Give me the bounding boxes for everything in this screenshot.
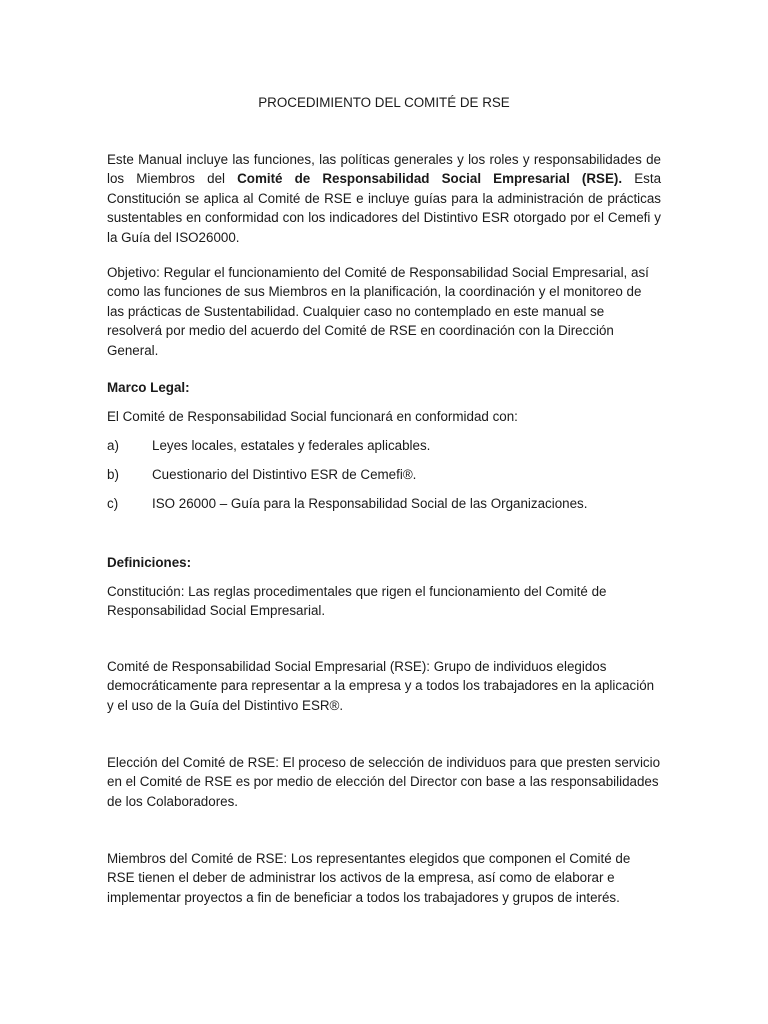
definition-committee: Comité de Responsabilidad Social Empresarial (RSE): Grupo de individuos elegidos democráticamente para representar a la empresa y a todos los trabajadores en la aplicación y el uso de la Guía del Distintivo ESR®. <box>107 659 655 713</box>
intro-paragraph <box>107 150 661 247</box>
list-item <box>107 436 661 455</box>
objective-paragraph: Objetivo: Regular el funcionamiento del Comité de Responsabilidad Social Empresarial, así como las funciones de sus Miembros en la planificación, la coordinación y el monitoreo de las prácticas de Sustentabilidad. Cualquier caso no contemplado en este manual se resolverá por medio del acuerdo del Comité de RSE en coordinación con la Dirección General. <box>107 265 649 358</box>
intro-text-2: Esta Constitución se aplica al Comité de RSE e incluye guías para la administración de prácticas sustentables en conformidad con los indicadores del Distintivo ESR otorgado por el Cemefi y la Guía del ISO26000. <box>107 171 662 245</box>
intro-text-1: Este Manual incluye las funciones, las políticas generales y los roles y responsabilidades de los Miembros del <box>107 152 661 187</box>
list-item-text: Cuestionario del Distintivo ESR de Cemefi®. <box>152 467 417 482</box>
definition-constitution: Constitución: Las reglas procedimentales que rigen el funcionamiento del Comité de Responsabilidad Social Empresarial. <box>107 584 607 619</box>
legal-lead: El Comité de Responsabilidad Social funcionará en conformidad con: <box>107 409 518 424</box>
intro-bold-text: Comité de Responsabilidad Social Empresarial (RSE). <box>237 171 623 187</box>
list-marker: b) <box>107 467 119 482</box>
legal-heading: Marco Legal: <box>107 380 190 395</box>
list-item <box>107 494 661 513</box>
list-marker: c) <box>107 496 119 511</box>
definition-election: Elección del Comité de RSE: El proceso de selección de individuos para que presten servicio en el Comité de RSE es por medio de elección del Director con base a las responsabilidades de los Colaboradores. <box>107 755 661 809</box>
list-marker: a) <box>107 438 119 453</box>
definitions-heading: Definiciones: <box>107 555 192 570</box>
list-item-text: Leyes locales, estatales y federales aplicables. <box>152 438 431 453</box>
list-item <box>107 465 661 484</box>
list-item-text: ISO 26000 – Guía para la Responsabilidad Social de las Organizaciones. <box>152 496 588 511</box>
document-title: PROCEDIMIENTO DEL COMITÉ DE RSE <box>258 95 510 110</box>
definition-members: Miembros del Comité de RSE: Los representantes elegidos que componen el Comité de RSE tienen el deber de administrar los activos de la empresa, así como de elaborar e implementar proyectos a fin de beneficiar a todos los trabajadores y grupos de interés. <box>107 851 631 905</box>
